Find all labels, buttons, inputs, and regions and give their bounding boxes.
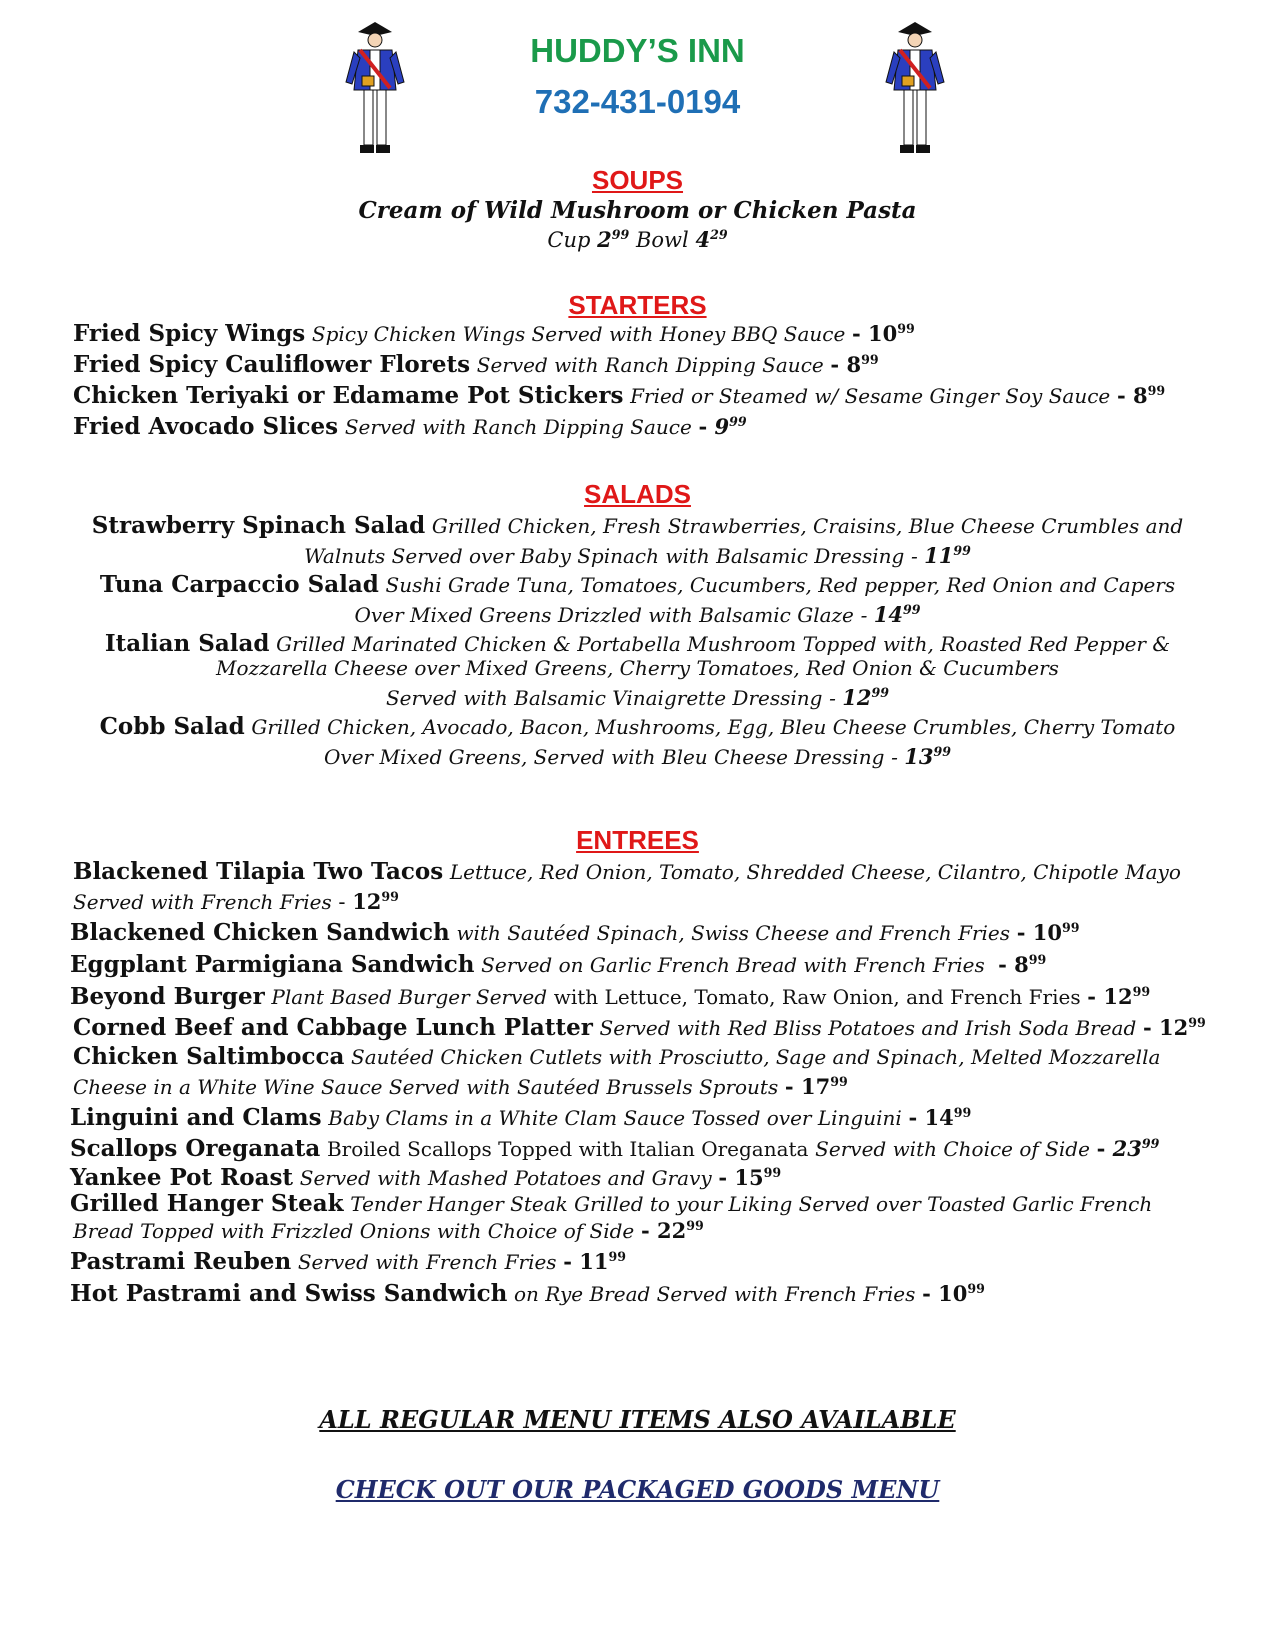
packaged-goods-link[interactable]: CHECK OUT OUR PACKAGED GOODS MENU [335,1475,940,1504]
menu-item: Fried Spicy Cauliflower Florets Served with Ranch Dipping Sauce - $8^{99}$ [73,351,879,378]
section-heading-soups: SOUPS [591,165,684,195]
menu-item: Hot Pastrami and Swiss Sandwich on Rye Bread Served with French Fries - $10^{99}$ [70,1280,985,1307]
menu-item-continued: Served with Balsamic Vinaigrette Dressing - $12^{99}$ [385,685,890,710]
menu-item: Scallops Oreganata Broiled Scallops Topped with Italian Oreganata Served with Choice of Side - $23^{99}$ [70,1135,1160,1162]
section-heading-salads: SALADS [584,479,691,509]
menu-item-continued: Cheese in a White Wine Sauce Served with Sautéed Brussels Sprouts - $17^{99}$ [73,1074,848,1099]
regular-menu-note: ALL REGULAR MENU ITEMS ALSO AVAILABLE [319,1405,956,1434]
section-heading-starters: STARTERS [568,290,707,320]
menu-item: Yankee Pot Roast Served with Mashed Potatoes and Gravy - $15^{99}$ [70,1164,782,1191]
menu-item-continued: Served with French Fries - $12^{99}$ [73,889,399,914]
menu-item: Corned Beef and Cabbage Lunch Platter Served with Red Bliss Potatoes and Irish Soda Bread - $12^{99}$ [73,1014,1206,1041]
menu-item: Fried Avocado Slices Served with Ranch Dipping Sauce - $9^{99}$ [73,413,747,440]
soup-prices: Cup $2^{99}$ Bowl $4^{29}$ [547,227,728,252]
menu-item: Chicken Saltimbocca Sautéed Chicken Cutlets with Prosciutto, Sage and Spinach, Melted Mozzarella [73,1043,1161,1070]
menu-item: Blackened Tilapia Two Tacos Lettuce, Red Onion, Tomato, Shredded Cheese, Cilantro, Chipotle Mayo [73,858,1181,885]
phone-number: 732-431-0194 [534,83,741,120]
restaurant-name: HUDDY’S INN [530,32,745,69]
menu-item: Fried Spicy Wings Spicy Chicken Wings Served with Honey BBQ Sauce - $10^{99}$ [73,320,915,347]
menu-item-continued: Over Mixed Greens Drizzled with Balsamic Glaze - $14^{99}$ [354,602,921,627]
menu-item: Tuna Carpaccio Salad Sushi Grade Tuna, Tomatoes, Cucumbers, Red pepper, Red Onion and Capers [99,571,1176,598]
menu-item: Strawberry Spinach Salad Grilled Chicken, Fresh Strawberries, Craisins, Blue Cheese Crumbles and [91,512,1184,539]
menu-item: Eggplant Parmigiana Sandwich Served on Garlic French Bread with French Fries - $8^{99}$ [70,951,1047,978]
menu-item: Beyond Burger Plant Based Burger Served with Lettuce, Tomato, Raw Onion, and French Fries - $12^{99}$ [70,983,1151,1010]
menu-item: Chicken Teriyaki or Edamame Pot Stickers Fried or Steamed w/ Sesame Ginger Soy Sauce - $8^{99}$ [73,382,1166,409]
menu-item: Grilled Hanger Steak Tender Hanger Steak Grilled to your Liking Served over Toasted Garlic French [70,1190,1153,1217]
menu-item-continued: Over Mixed Greens, Served with Bleu Cheese Dressing - $13^{99}$ [324,744,951,769]
menu-item-continued: Mozzarella Cheese over Mixed Greens, Cherry Tomatoes, Red Onion & Cucumbers [216,656,1059,680]
menu-item: Italian Salad Grilled Marinated Chicken & Portabella Mushroom Topped with, Roasted Red Pepper & [104,630,1171,657]
menu-item-continued: Bread Topped with Frizzled Onions with Choice of Side - $22^{99}$ [73,1218,704,1243]
menu-item: Linguini and Clams Baby Clams in a White Clam Sauce Tossed over Linguini - $14^{99}$ [70,1104,972,1131]
menu-item: Pastrami Reuben Served with French Fries - $11^{99}$ [70,1248,627,1275]
soup-item: Cream of Wild Mushroom or Chicken Pasta [358,197,917,224]
section-heading-entrees: ENTREES [576,825,699,855]
menu-item: Blackened Chicken Sandwich with Sautéed Spinach, Swiss Cheese and French Fries - $10^{99}$ [70,919,1080,946]
menu-item-continued: Walnuts Served over Baby Spinach with Balsamic Dressing - $11^{99}$ [304,543,971,568]
menu-item: Cobb Salad Grilled Chicken, Avocado, Bacon, Mushrooms, Egg, Bleu Cheese Crumbles, Cherry Tomato [99,713,1176,740]
